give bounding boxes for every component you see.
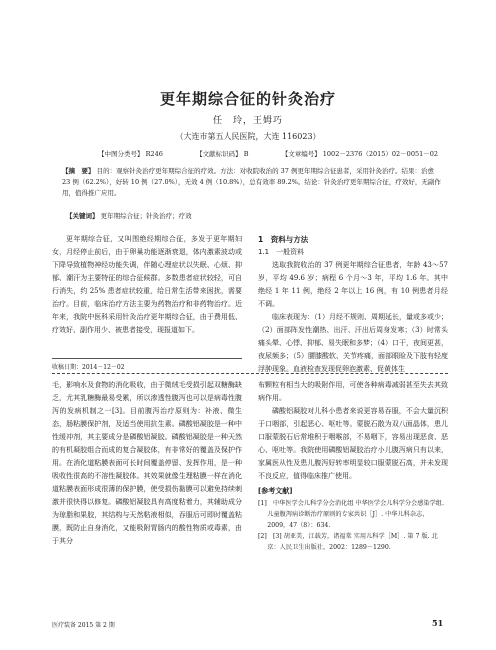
continued-paragraph: 毛，影响水及食物的消化吸收，由于微绒毛受损引起双糖酶缺乏，尤其乳糖酶最易受累，所以渗透性腹泻也可以是病毒性腹泻的发病机制之一[3]。目前腹泻治疗原则为：补液、微生态，肠粘膜保护剂，及适当使用抗生素。磷酸铝凝胶是一种中性缓冲剂，其主要成分是磷酸铝凝胶。磷酸铝凝胶是一种天然的有机凝胶组合而成的复合凝胶体，有非常好的覆盖及保护作用。在消化道粘膜表面可长时间覆盖停留、发挥作用，是一种吸收性很高的不溶性凝胶体。其效果就像生理粘膜一样在消化道粘膜表面形成很薄的保护膜，使受损伤黏膜可以避免持续刺激并很快得以修复。磷酸铝凝胶具有高度粘着力，其辅助成分为琼脂和果胶，其结构与天然粘液相似，吞服后可即时覆盖粘膜，既防止自身消化，又能吸附胃肠内的酸性物质或毒素，由于其分: [52, 381, 242, 545]
abstract: [62, 166, 442, 199]
abstract-text: 目的：观察针灸治疗更年期综合征的疗效。方法：对收院收治的 37 例更年期综合征患者，采用针灸治疗。结果：治愈 23 例（62.2%），好转 10 例（27.0%），无效 4 例（10.8%），总有效率 89.2%。结论：针灸治疗更年期综合征，疗效好，无副作用，值得推广应用。: [62, 167, 441, 197]
article-title: 更年期综合征的针灸治疗: [159, 90, 336, 108]
footnote-divider: [52, 358, 242, 359]
page-number: 51: [432, 618, 444, 628]
section-heading: 1 资料与方法: [258, 235, 309, 244]
keywords: [66, 211, 436, 220]
journal-footer: 医疗装备 2015 第 2 期: [52, 622, 115, 629]
article-separator: [52, 373, 448, 374]
abstract-label: 【摘 要】: [62, 167, 95, 175]
right-column-top: [258, 233, 448, 376]
document-code: 【文献标识码】 B: [196, 150, 249, 158]
right-column-bottom: [258, 379, 448, 553]
continued-paragraph-right: 布颗粒有相当大的吸附作用，可使各种病毒减弱甚至失去其致病作用。: [258, 381, 448, 402]
discussion-paragraph: 磷酸铝凝胶对儿科小患者来说更容易吞服，不会大量沉积于口咽部，引起恶心、呕吐等。蒙脱石散为双八面晶体，患儿口服蒙脱石后常堆积于咽喉部，不易咽下，容易出现恶食、恶心、呕吐等。我院使用磷酸铝凝胶治疗小儿腹泻病只有以来，家属医从性及患儿腹泻好转率明显较口服蒙脱石高，并未发现不良反应，值得临床推广使用。: [258, 407, 448, 480]
general-data-paragraph: 选取我院收治的 37 例更年期综合征患者，年龄 43～57 岁，平均 49.6 岁；病程 6 个月～3 年，平均 1.6 年。其中绝经 1 年 11 例，绝经 2 年以上 16 例，有 10 例患者月经不调。: [258, 261, 448, 308]
article-number: 【文章编号】 1002－2376（2015）02－0051－02: [281, 150, 438, 158]
article-meta: [98, 149, 438, 158]
clc-number: 【中图分类号】 R246: [98, 150, 163, 158]
received-date: 收稿日期：2014－12－02: [52, 364, 125, 371]
references-heading: [参考文献]: [258, 487, 293, 495]
left-column-top: [52, 233, 242, 337]
left-column-bottom: [52, 379, 242, 548]
reference-item: [1] 中华医学会儿科学分会消化组 中华医学会儿科学分会感染学组. 儿童腹泻病诊断治疗原则的专家共识［J］. 中华儿科杂志，2009，47（8）：634.: [258, 500, 444, 529]
affiliation: （大连市第五人民医院，大连 116023）: [175, 132, 321, 141]
keywords-label: 【关键词】: [66, 212, 99, 220]
intro-paragraph: 更年期综合征，又叫围绝经期综合征，多发于更年期妇女，月经停止前后，由于卵巢功能逐渐衰退，体内激素波动或下降导致植物神经功能失调，伴随心理症状以失眠、心烦、抑郁、潮汗为主要特征的综合征候群。多数患者症状较轻，可自行消失，约 25% 患者症状较重，给日常生活带来困扰，需要治疗。目前，临床治疗方法主要为药物治疗和非药物治疗。近年来，我院中医科采用针灸治疗更年期综合征，由于费用低、疗效好、副作用少、被患者接受，现报道如下。: [52, 235, 242, 334]
authors: 任 玲，王姆巧: [212, 116, 283, 126]
subsection-heading: 1.1 一般资料: [258, 248, 305, 256]
clinical-paragraph: 临床表现为：（1）月经不规则、周期延长，量或多或少；（2）面部阵发性潮热、出汗、汗出后周身发寒；（3）时常头痛头晕、心悸、抑郁、易失眠和多梦；（4）口干，夜间更甚，夜尿频多；（5）腰膝酸软、关节疼痛，面部眼睑及下肢有轻度浮肿现象。血液检查发现促卵泡激素、促黄体生: [258, 313, 448, 373]
keywords-text: 更年期综合征；针灸治疗；疗效: [100, 212, 192, 220]
reference-item: [2] [3] 胡亚美，江载芳，诸福棠 实用儿科学［M］. 第 7 版. 北京：人民卫生出版社，2002：1289－1290.: [258, 533, 438, 551]
